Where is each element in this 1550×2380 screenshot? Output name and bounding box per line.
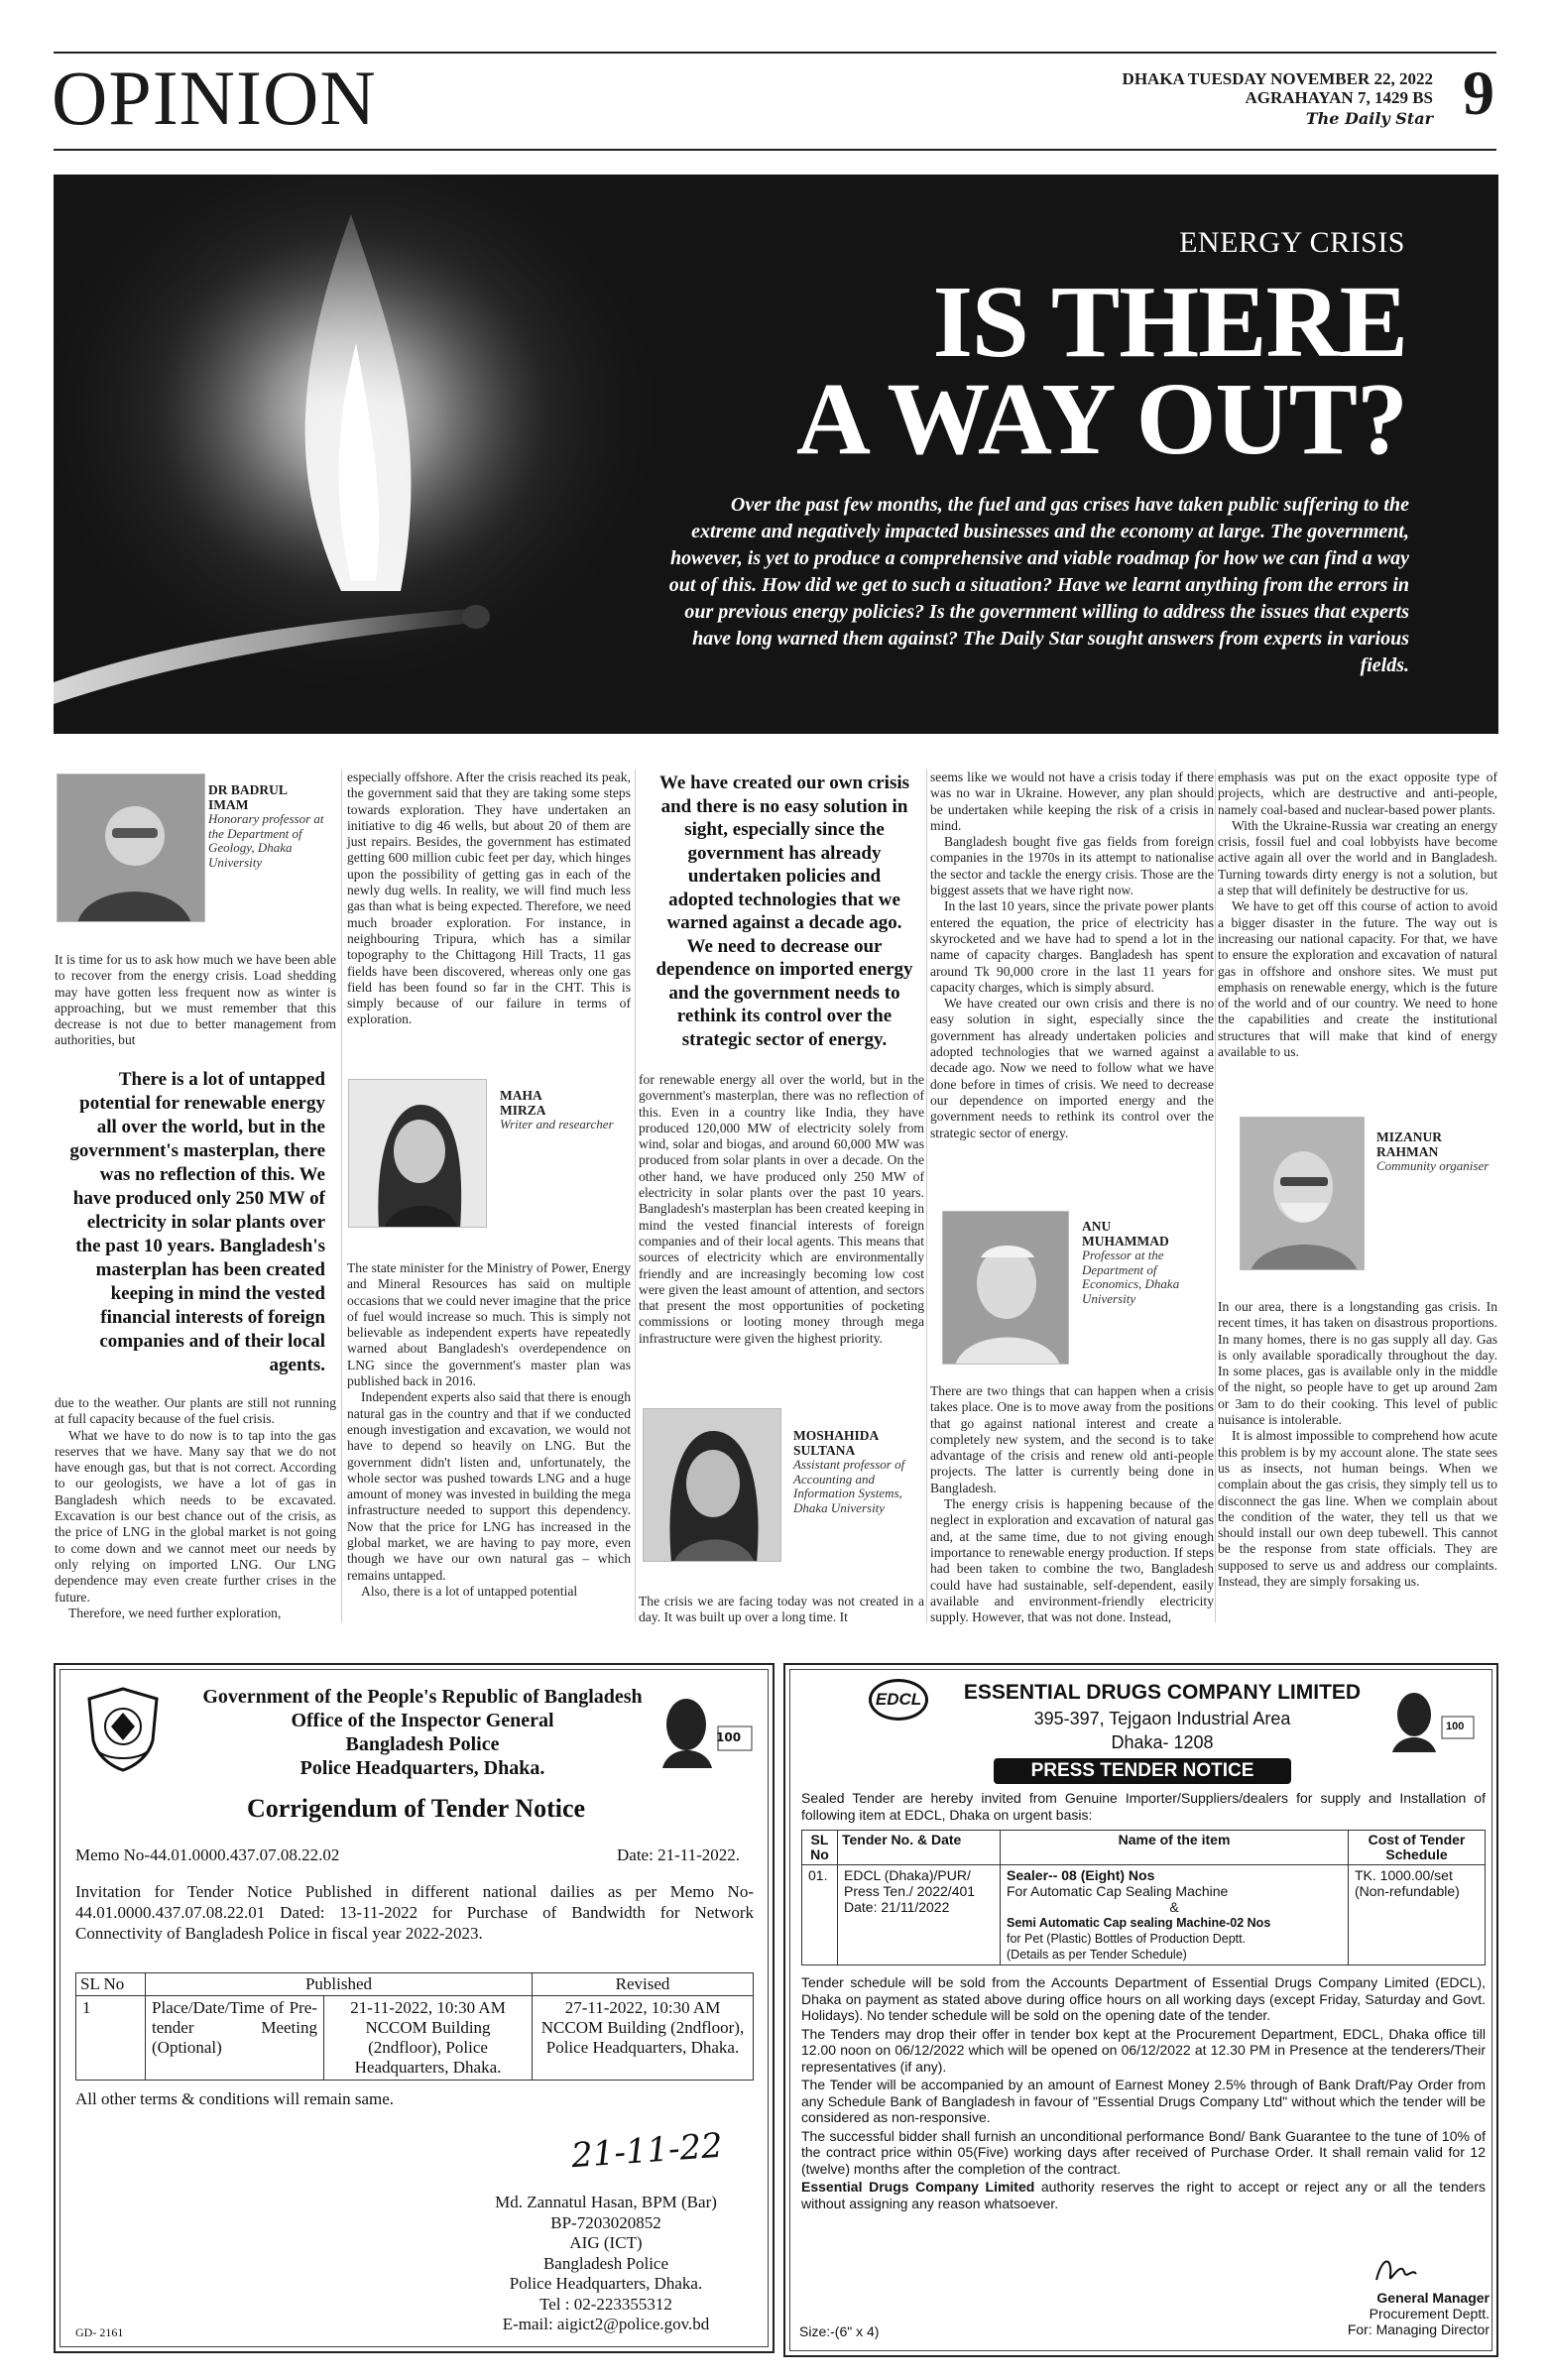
mujib-100-logo [1380,1681,1480,1756]
author-photo-sultana [643,1408,781,1562]
item-line: & [1169,1899,1179,1915]
paragraph: It is time for us to ask how much we have been able to recover from the energy crisis. Load shedding may have gotten less frequent now as winter is approaching, but we must remember that this decrease is not due to better management from authorities, but [55,952,336,1048]
issuer-line: Office of the Inspector General [291,1710,554,1731]
paragraph: The Tender will be accompanied by an amount of Earnest Money 2.5% through of Bank Draft/Pay Order from any Schedule Bank of Bangladesh in favour of "Essential Drugs Company Ltd" without which the tender will be considered as non-responsive. [801,2077,1486,2125]
author-credit-imam [208,783,327,870]
column-divider [341,770,342,1622]
paragraph-rest: authority reserves the right to accept or reject any or all the tenders without assigning any reason whatsoever. [801,2179,1486,2211]
top-rule [54,52,1496,54]
column-2-bottom [347,1260,631,1600]
pull-quote-imam: There is a lot of untapped potential for renewable energy all over the world, but in the government's masterplan, there was no reflection of this. We have produced only 250 MW of electricity in solar plants over the past 10 years. Bangladesh's masterplan has been created keeping in mind the vested financial interests of foreign companies and of their local agents. [69,1069,325,1375]
col-header: Cost of Tender Schedule [1349,1831,1486,1865]
cost-line: TK. 1000.00/set [1355,1867,1453,1883]
item-line: For Automatic Cap Sealing Machine [1007,1883,1229,1899]
mujib-100-logo [649,1685,756,1774]
masthead-rule [54,149,1496,151]
portrait-placeholder [58,774,205,922]
ad-code: GD- 2161 [75,2325,124,2339]
item-line: Semi Automatic Cap sealing Machine-02 Nos [1007,1916,1271,1930]
author-name: SULTANA [793,1442,856,1458]
paragraph: It is almost impossible to comprehend how acute this problem is by my account alone. The state sees us as insects, not human beings. When we complain about the gas crisis, they simply tell us to disconnect the gas line. When we complain about the condition of the water, they tell us that we should install our own deep tubewell. This cannot be the response from state officials. They are supposed to serve us and address our complaints. Instead, they are simply forsaking us. [1218,1428,1497,1590]
column-divider [635,770,636,1622]
signatory-for: For: Managing Director [1347,2321,1490,2337]
author-photo-mirza [348,1079,487,1228]
ad-body: Invitation for Tender Notice Published in different national dailies as per Memo No-44.01.0000.437.07.08.22.01 Dated: 13-11-2022 for Purchase of Bandwidth for Network Connectivity of Bangladesh Police in fiscal year 2022-2023. [75,1882,754,1943]
column-1-bottom [55,1395,336,1621]
paragraph: emphasis was put on the exact opposite type of projects, which are destructive and anti-people, namely coal-based and nuclear-based power plants. [1218,770,1497,817]
edcl-tender-ad [783,1663,1498,2357]
column-2-top [347,770,631,1028]
paragraph: The successful bidder shall furnish an unconditional performance Bond/ Bank Guarantee to the tune of 10% of the contract price within 05(Five) working days after received of Purchase Order. It shall remain valid for 12 (twelve) months after the completion of the contract. [801,2127,1486,2177]
hero-kicker: ENERGY CRISIS [1179,226,1405,259]
paragraph: Sealed Tender are hereby invited from Genuine Importer/Suppliers/dealers for supply and Installation of following item at EDCL, Dhaka on urgent basis: [801,1790,1486,1823]
section-title: OPINION [52,55,377,141]
author-name: DR BADRUL [208,782,288,797]
item-line: for Pet (Plastic) Bottles of Production Deptt. [1007,1932,1247,1946]
portrait-placeholder [349,1080,487,1228]
signatory-dept: Procurement Deptt. [1369,2306,1490,2321]
col-header: SL No [802,1831,838,1865]
column-divider [926,770,927,1622]
handwritten-signature: 21-11-22 [569,2125,724,2177]
page-number: 9 [1463,58,1494,128]
col-header: Name of the item [1001,1831,1349,1865]
author-name: RAHMAN [1376,1143,1439,1159]
signatory-block [452,2193,760,2335]
tender-no: EDCL (Dhaka)/PUR/ Press Ten./ 2022/401 [844,1867,976,1899]
cell-cost [1349,1865,1486,1965]
paragraph: The state minister for the Ministry of Power, Energy and Mineral Resources has said on multiple occasions that we could never imagine that the price of fuel would increase so much. This is simply not believable as independent experts have repeatedly warned about Bangladesh's overdependence on LNG since the government's master plan was published back in 2016. [347,1260,631,1389]
cell-tender [838,1865,1001,1965]
author-photo-rahman [1240,1117,1365,1270]
column-divider [1215,770,1216,1622]
date-line-1: DHAKA TUESDAY NOVEMBER 22, 2022 [1122,69,1433,88]
tender-table [801,1830,1486,1965]
paragraph: We have to get off this course of action to avoid a bigger disaster in the future. The way out is increasing our national capacity. For that, we have to ensure the exploration and excavation of natural gas in offshore and onshore sites. We must put emphasis on renewable energy, which is the future of the world and of our country. We need to hone the capabilities and create the institutional structures that will make that kind of energy available to us. [1218,898,1497,1060]
paragraph: seems like we would not have a crisis today if there was no war in Ukraine. However, any plan should be undertaken while keeping the risk of a crisis in mind. [930,770,1214,833]
cost-line: (Non-refundable) [1355,1883,1460,1899]
portrait-placeholder [1241,1118,1365,1270]
headline-line-1: IS THERE [932,265,1407,379]
column-1-top [55,952,336,1049]
signatory-line: Tel : 02-223355312 [539,2294,672,2314]
column-5-top [1218,770,1497,1060]
cell-sl: 01. [802,1865,838,1965]
col-header: SL No [76,1973,146,1996]
item-line: (Details as per Tender Schedule) [1007,1948,1187,1962]
author-credit-rahman [1376,1130,1495,1174]
ad-size: Size:-(6" x 4) [799,2323,880,2339]
paragraph: We have created our own crisis and there is no easy solution in sight, especially since the government has already undertaken policies and adopted technologies that we warned against a decade ago. Now we need to follow what we have done before in times of crisis. We need to decrease our dependence on imported energy and the government needs to rethink its control over the strategic sector of energy. [930,996,1214,1140]
issuer-line: Government of the People's Republic of Bangladesh [202,1686,643,1708]
col-header: Revised [533,1973,754,1996]
memo-number: Memo No-44.01.0000.437.07.08.22.02 [75,1845,340,1864]
paragraph: With the Ukraine-Russia war creating an energy crisis, fossil fuel and coal lobbyists have become active again all over the world and in Bangladesh. Turning towards dirty energy is not a solution, but a step that will definitely be destructive for us. [1218,817,1497,898]
company-bold: Essential Drugs Company Limited [801,2179,1035,2195]
paragraph: What we have to do now is to tap into the gas reserves that we have. Many say that we do not have enough gas, but that is not correct. According to our geologists, we have a lot of gas in Bangladesh which needs to be excavated. Excavation is our best chance out of the crisis, as the price of LNG in the global market is not going to come down and we cannot meet our needs by only relying on imported LNG. Our LNG dependence may even create further crises in the future. [55,1427,336,1605]
paragraph: There are two things that can happen when a crisis takes place. One is to move away from the positions that go against national interest and create a completely new system, and the second is to take advantage of the crisis and renew old anti-people projects. The latter is currently being done in Bangladesh. [930,1383,1214,1495]
paragraph: Independent experts also said that there is enough natural gas in the country and that if we conducted enough investigation and excavation, we would not have to depend so heavily on LNG. But the government didn't listen and, unfortunately, the whole sector was pushed towards LNG and a huge amount of money was invested in building the mega infrastructure needed to support this dependency. Now that the price for LNG has increased in the global market, we are having to pay more, even though we have our own natural gas – which remains untapped. [347,1389,631,1583]
pull-quote-muhammad: We have created our own crisis and there is no easy solution in sight, especially since the government has already undertaken policies and adopted technologies that we warned against a decade ago. We need to decrease our dependence on imported energy and the government needs to rethink its control over the strategic sector of energy. [656,773,913,1050]
police-tender-ad [54,1663,775,2353]
ad-note: All other terms & conditions will remain same. [75,2089,395,2108]
author-role: Writer and researcher [500,1117,614,1131]
author-credit-mirza [500,1089,619,1132]
edcl-logo: EDCL [869,1679,928,1721]
author-photo-muhammad [942,1211,1069,1365]
ad-heading: Corrigendum of Tender Notice [246,1794,586,1823]
cell-item: Place/Date/Time of Pre-tender Meeting (Optional) [146,1996,324,2081]
author-photo-imam [57,774,205,922]
table-row [802,1865,1486,1965]
portrait-placeholder [644,1409,781,1562]
signatory-line: AIG (ICT) [569,2233,643,2252]
column-4-top [930,770,1214,1141]
column-4-bottom [930,1383,1214,1625]
hero-banner [54,175,1498,734]
author-name: ANU [1082,1219,1112,1234]
company-address: 395-397, Tejgaon Industrial Area [1033,1709,1291,1728]
issuer-line: Police Headquarters, Dhaka. [299,1757,545,1779]
date-line-2: AGRAHAYAN 7, 1429 BS [1245,88,1433,107]
signature-mark [1371,2250,1420,2290]
paragraph: The crisis we are facing today was not created in a day. It was built up over a long time. It [639,1594,924,1625]
company-city: Dhaka- 1208 [1111,1732,1214,1752]
paragraph: for renewable energy all over the world, but in the government's masterplan, there was no reflection of this. Even in a country like India, they have produced 120,000 MW of electricity solely from wind, solar and biogas, and around 60,000 MW was produced from solar plants in over a decade. On the other hand, we have produced only 250 MW of electricity in solar plants over the past 10 years. Bangladesh's masterplan has been created keeping in mind the vested financial interests of foreign companies and of their local agents. This means that sources of electricity which are environmentally friendly and are increasingly becoming low cost were given the least amount of attention, and sectors that present the most opportunities of pocketing commissions or looting money through mega infrastructure were given the highest priority. [639,1072,924,1346]
author-role: Honorary professor at the Department of Geology, Dhaka University [208,811,324,870]
paragraph: In the last 10 years, since the private power plants entered the equation, the price of electricity has skyrocketed and we have had to spend a lot in the name of capacity charges. Bangladesh has spent around Tk 90,000 crore in the last 11 years for capacity charges, which is simply absurd. [930,898,1214,995]
table-row [76,1996,754,2081]
company-name: ESSENTIAL DRUGS COMPANY LIMITED [963,1681,1362,1704]
cell-sl: 1 [76,1996,146,2081]
hero-headline [795,265,1407,476]
paragraph [801,2179,1486,2211]
cell-item [1001,1865,1349,1965]
author-role: Community organiser [1376,1158,1490,1173]
police-emblem-icon [85,1687,161,1772]
paragraph: Bangladesh bought five gas fields from foreign companies in the 1970s in its attempt to nationalise the sector and tackle the energy crisis. Those are the biggest assets that we have right now. [930,834,1214,898]
headline-line-2: A WAY OUT? [795,362,1407,476]
author-credit-sultana [793,1429,917,1515]
signatory-title: General Manager [1376,2290,1490,2306]
signatory-line: E-mail: aigict2@police.gov.bd [502,2315,710,2333]
author-role: Professor at the Department of Economics, Dhaka University [1082,1248,1180,1306]
column-3-bottom [639,1594,924,1626]
hero-deck: Over the past few months, the fuel and gas crises have taken public suffering to the extreme and negatively impacted businesses and the economy at large. The government, however, is yet to produce a comprehensive and viable roadmap for how we can find a way out of this. How did we get to such a situation? Have we learnt anything from the errors in our previous energy policies? Is the government willing to address the issues that experts have long warned them against? The Daily Star sought answers from experts in various fields. [668,494,1409,676]
cell-revised: 27-11-2022, 10:30 AM NCCOM Building (2ndfloor), Police Headquarters, Dhaka. [533,1996,754,2081]
paragraph: Also, there is a lot of untapped potential [361,1583,578,1599]
issuer-line: Bangladesh Police [345,1733,500,1755]
press-tender-banner: PRESS TENDER NOTICE [994,1758,1291,1784]
signatory-line: Md. Zannatul Hasan, BPM (Bar) [495,2193,717,2211]
portrait-placeholder [943,1212,1069,1365]
author-name: MOSHAHIDA [793,1428,880,1443]
author-name: MIRZA [500,1102,546,1118]
dateline [1123,69,1433,107]
logo-badge-text: 100 [1446,1721,1465,1732]
ad-issuer [165,1685,680,1780]
memo-date: Date: 21-11-2022. [617,1845,741,1864]
corrigendum-table [75,1972,754,2081]
author-credit-muhammad [1082,1220,1206,1306]
intro-text [801,1790,1486,1823]
cell-published: 21-11-2022, 10:30 AM NCCOM Building (2ndfloor), Police Headquarters, Dhaka. [324,1996,533,2081]
paragraph: especially offshore. After the crisis reached its peak, the government said that they are taking some steps towards exploration. They have undertaken an initiative to dig 46 wells, but about 20 of them are just repairs. Besides, the government has estimated getting 600 million cubic feet per day, which hinges upon the possibility of getting gas in each of the newly dug wells. In reality, we will find much less gas than what is being expected. Therefore, we need much broader exploration. For instance, in neighbouring Tripura, which has a similar topography to the Chittagong Hill Tracts, 11 gas fields have been discovered, whereas only one gas field has been found so far in the CHT. This is simply because of our failure in terms of exploration. [347,770,631,1027]
author-name: IMAM [208,796,249,812]
brand-logo: The Daily Star [1305,109,1433,128]
col-header: Tender No. & Date [838,1831,1001,1865]
column-3-top [639,1072,924,1347]
logo-badge-text: 100 [716,1730,742,1744]
col-header: Published [146,1973,533,1996]
paragraph: The energy crisis is happening because of the neglect in exploration and excavation of natural gas and, at the same time, due to not giving enough importance to renewable energy production. If steps had been taken to combine the two, Bangladesh could have had sustainable, self-dependent, easily available and environment-friendly electricity supply. However, that was not done. Instead, [930,1496,1214,1625]
paragraph: due to the weather. Our plants are still not running at full capacity because of the fuel crisis. [55,1395,336,1427]
author-name: MIZANUR [1376,1130,1442,1144]
author-name: MUHAMMAD [1082,1233,1169,1249]
paragraph: Tender schedule will be sold from the Accounts Department of Essential Drugs Company Limited (EDCL), Dhaka on payment as stated above during office hours on all working days (except Friday, Saturday and Govt. Holidays). No tender schedule will be sold on the opening date of the tender. [801,1974,1486,2023]
terms-block [801,1974,1486,2211]
signatory-line: Police Headquarters, Dhaka. [509,2274,703,2293]
paragraph: Therefore, we need further exploration, [68,1605,282,1620]
signatory-line: BP-7203020852 [550,2212,661,2232]
paragraph: In our area, there is a longstanding gas crisis. In recent times, it has taken on disastrous proportions. In many homes, there is no gas supply all day. Gas is only available sporadically throughout the day. In some places, gas is available only in the middle of the night, so people have to get up around 2am or 3am to do their cooking. This level of public nuisance is intolerable. [1218,1299,1497,1428]
author-role: Assistant professor of Accounting and Information Systems, Dhaka University [793,1457,905,1515]
paragraph: The Tenders may drop their offer in tender box kept at the Procurement Department, EDCL, Dhaka office till 12.00 noon on 06/12/2022 which will be opened on 06/12/2022 at 12.30 PM in Presence at the tenderers/Their representatives (if any). [801,2025,1486,2075]
signatory-block [1281,2290,1490,2337]
column-5-bottom [1218,1299,1497,1590]
item-line: Sealer-- 08 (Eight) Nos [1007,1867,1155,1883]
tender-date: Date: 21/11/2022 [844,1899,950,1915]
signatory-line: Bangladesh Police [542,2253,669,2273]
author-name: MAHA [500,1088,542,1103]
